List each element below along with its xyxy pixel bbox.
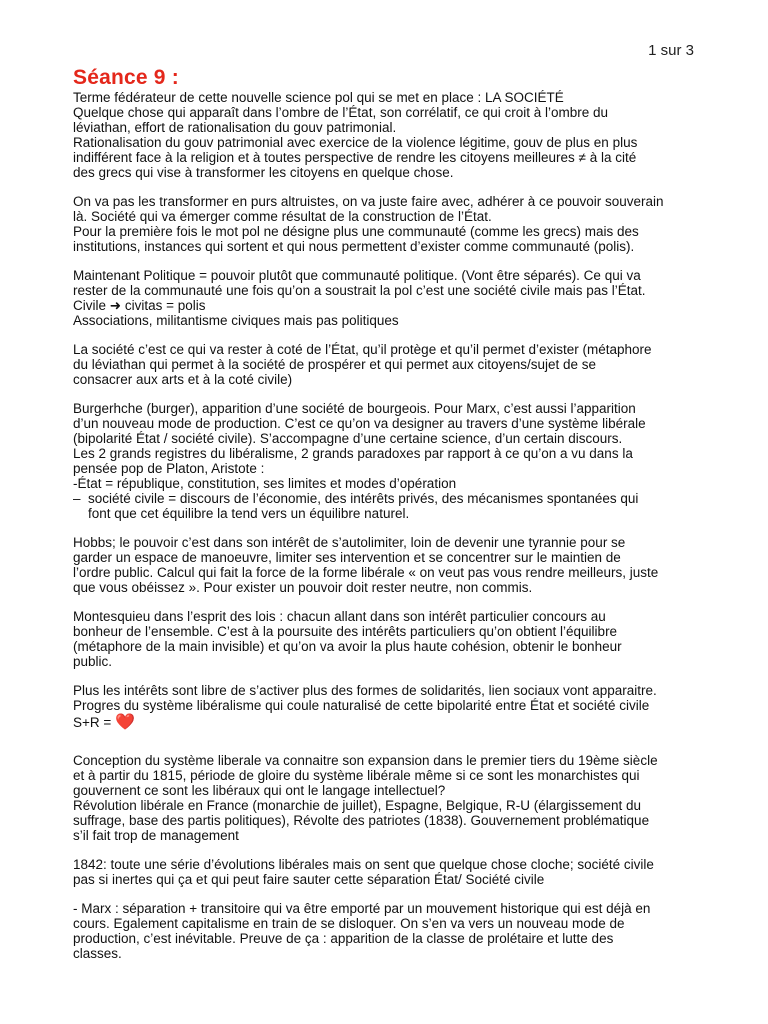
text-line: (métaphore de la main invisible) et qu’on va avoir la plus haute cohésion, obtenir le bonheur	[73, 639, 622, 654]
text-line: Rationalisation du gouv patrimonial avec exercice de la violence légitime, gouv de plus en plus	[73, 135, 638, 150]
text-line: que vous obéissez ». Pour exister un pouvoir doit rester neutre, non commis.	[73, 580, 533, 595]
text-line: Burgerhche (burger), apparition d’une société de bourgeois. Pour Marx, c’est aussi l’apparition	[73, 401, 636, 416]
paragraph-politics-power	[73, 268, 703, 328]
text-line: consacrer aux arts et à la coté civile)	[73, 372, 293, 387]
text-line: suffrage, base des partis politiques), Révolte des patriotes (1838). Gouvernement problématique	[73, 813, 650, 828]
text-line: Conception du système liberale va connaitre son expansion dans le premier tiers du 19ème siècle	[73, 753, 658, 768]
text-line: garder un espace de manoeuvre, limiter ses intervention et se concentrer sur le maintien de	[73, 550, 621, 565]
formula-line	[73, 715, 703, 730]
text-line: là. Société qui va émerger comme résultat de la construction de l’État.	[73, 209, 492, 224]
paragraph-1842	[73, 857, 703, 887]
text-line: Terme fédérateur de cette nouvelle science pol qui se met en place : LA SOCIÉTÉ	[73, 90, 564, 105]
text-line: rester de la communauté une fois qu’on a soustrait la pol c’est une société civile mais pas l’État.	[73, 283, 646, 298]
paragraph-hobbes	[73, 535, 703, 595]
text-line: bonheur de l’ensemble. C’est à la poursuite des intérêts particuliers qu’on obtient l’équilibre	[73, 624, 618, 639]
text-line: indifférent face à la religion et à toutes perspective de rendre les citoyens meilleures ≠ à la cité	[73, 150, 637, 165]
text-line: cours. Egalement capitalisme en train de se disloquer. On s’en va vers un nouveau mode de	[73, 916, 625, 931]
text-line: du léviathan qui permet à la société de prospérer et qui permet aux citoyens/sujet de se	[73, 357, 597, 372]
text-line: Montesquieu dans l’esprit des lois : chacun allant dans son intérêt particulier concours au	[73, 609, 606, 624]
text-line: et à partir du 1815, période de gloire du système libérale même si ce sont les monarchistes qui	[73, 768, 640, 783]
text-line: Quelque chose qui apparaît dans l’ombre de l’État, son corrélatif, ce qui croit à l’ombre du	[73, 105, 609, 120]
text-line: Hobbs; le pouvoir c’est dans son intérêt de s’autolimiter, loin de devenir une tyrannie pour se	[73, 535, 626, 550]
text-line: des grecs qui vise à transformer les citoyens en quelque chose.	[73, 165, 454, 180]
text-line: Révolution libérale en France (monarchie de juillet), Espagne, Belgique, R-U (élargissement du	[73, 798, 642, 813]
paragraph-interests	[73, 683, 703, 730]
text-line: Progres du système libéralisme qui coule naturalisé de cette bipolarité entre État et société civile	[73, 698, 650, 713]
heart-icon: ❤️	[115, 714, 135, 731]
text-line: La société c’est ce qui va rester à coté de l’État, qu’il protège et qu’il permet d’exister (métaphore	[73, 342, 652, 357]
paragraph-sovereign-power	[73, 194, 703, 254]
text-line: Maintenant Politique = pouvoir plutôt que communauté politique. (Vont être séparés). Ce qui va	[73, 268, 641, 283]
text-line: d’un nouveau mode de production. C’est ce qu’on va designer au travers d’une système libérale	[73, 416, 646, 431]
text-line: Plus les intérêts sont libre de s’activer plus des formes de solidarités, lien sociaux vont apparaitre.	[73, 683, 657, 698]
list-item-civil-society	[73, 491, 703, 506]
text-line: classes.	[73, 946, 122, 961]
text-line: pensée pop de Platon, Aristote :	[73, 461, 265, 476]
paragraph-society-beside-state	[73, 342, 703, 387]
text-line: - Marx : séparation + transitoire qui va être emporté par un mouvement historique qui est déjà en	[73, 901, 651, 916]
paragraph-bourgeois-society	[73, 401, 703, 521]
text-line: Associations, militantisme civiques mais pas politiques	[73, 313, 399, 328]
paragraph-liberal-expansion	[73, 753, 703, 843]
paragraph-montesquieu	[73, 609, 703, 669]
text-line: font que cet équilibre la tend vers un équilibre naturel.	[88, 506, 410, 521]
text-line: gouvernent ce sont les libéraux qui ont le langage intellectuel?	[73, 783, 446, 798]
text-line: 1842: toute une série d’évolutions libérales mais on sent que quelque chose cloche; société civile	[73, 857, 654, 872]
text-line: production, c’est inévitable. Preuve de ça : apparition de la classe de prolétaire et lutte des	[73, 931, 614, 946]
paragraph-marx	[73, 901, 703, 961]
paragraph-society-definition	[73, 90, 703, 180]
document-body	[73, 90, 703, 975]
text-line: s’il fait trop de management	[73, 828, 239, 843]
page-number: 1 sur 3	[648, 42, 694, 59]
text-line: Pour la première fois le mot pol ne désigne plus une communauté (comme les grecs) mais des	[73, 224, 639, 239]
text-line: -État = république, constitution, ses limites et modes d’opération	[73, 476, 457, 491]
text-line: (bipolarité État / société civile). S’accompagne d’une certaine science, d’un certain discours.	[73, 431, 623, 446]
page-title: Séance 9 :	[73, 66, 179, 89]
text-line: l’ordre public. Calcul qui fait la force de la forme libérale « on veut pas vous rendre meilleurs, juste	[73, 565, 659, 580]
text-line: société civile = discours de l’économie, des intérêts privés, des mécanismes spontanées qui	[88, 491, 639, 506]
text-line: Les 2 grands registres du libéralisme, 2 grands paradoxes par rapport à ce qu’on a vu dans la	[73, 446, 633, 461]
text-line: Civile ➜ civitas = polis	[73, 298, 206, 313]
list-dash: –	[73, 491, 81, 506]
formula-text: S+R =	[73, 715, 116, 730]
text-line: public.	[73, 654, 113, 669]
text-line: pas si inertes qui ça et qui peut faire sauter cette séparation État/ Société civile	[73, 872, 545, 887]
text-line: On va pas les transformer en purs altruistes, on va juste faire avec, adhérer à ce pouvoir souverain	[73, 194, 664, 209]
text-line: institutions, instances qui sortent et qui nous permettent d’exister comme communauté (polis).	[73, 239, 635, 254]
text-line: léviathan, effort de rationalisation du gouv patrimonial.	[73, 120, 397, 135]
